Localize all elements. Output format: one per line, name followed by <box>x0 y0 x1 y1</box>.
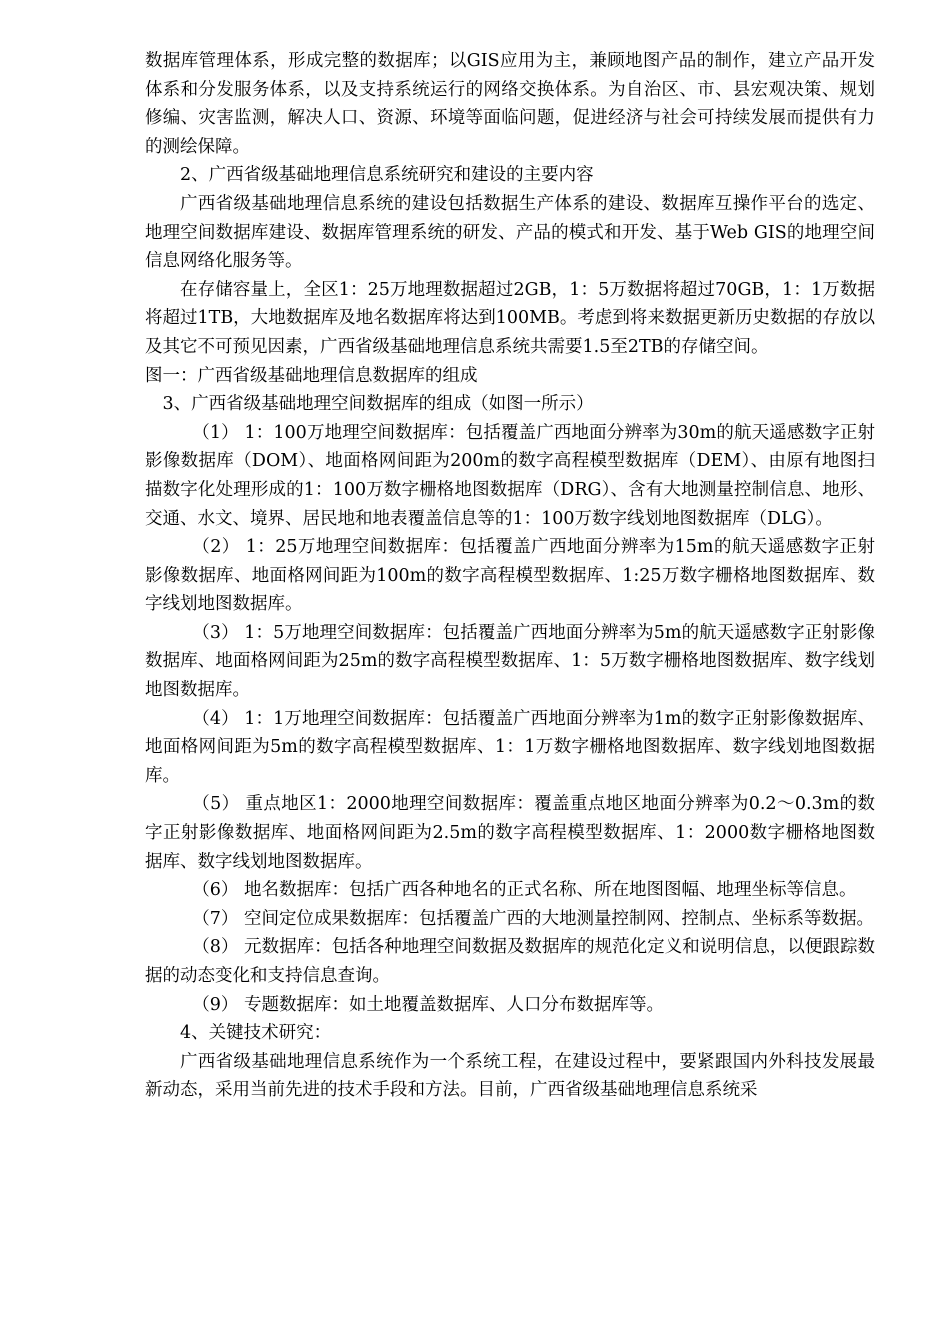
list-item-8: （8） 元数据库：包括各种地理空间数据及数据库的规范化定义和说明信息，以便跟踪数据的动态变化和支持信息查询。 <box>145 937 875 986</box>
list-item-4: （4） 1：1万地理空间数据库：包括覆盖广西地面分辨率为1m的数字正射影像数据库、地面格网间距为5m的数字高程模型数据库、1：1万数字栅格地图数据库、数字线划地图数据库。 <box>145 708 875 786</box>
list-item-1: （1） 1：100万地理空间数据库：包括覆盖广西地面分辨率为30m的航天遥感数字正射影像数据库（DOM）、地面格网间距为200m的数字高程模型数据库（DEM）、由原有地图扫描数字化处理形成的1：100万数字栅格地图数据库（DRG）、含有大地测量控制信息、地形、交通、水文、境界、居民地和地表覆盖信息等的1：100万数字线划地图数据库（DLG）。 <box>145 422 875 529</box>
section-heading-4: 4、关键技术研究： <box>180 1023 332 1044</box>
list-item-3: （3） 1：5万地理空间数据库：包括覆盖广西地面分辨率为5m的航天遥感数字正射影像数据库、地面格网间距为25m的数字高程模型数据库、1：5万数字栅格地图数据库、数字线划地图数据库。 <box>145 622 875 701</box>
section-heading-3: 3、广西省级基础地理空间数据库的组成（如图一所示） <box>162 394 594 415</box>
list-item-2: （2） 1：25万地理空间数据库：包括覆盖广西地面分辨率为15m的航天遥感数字正射影像数据库、地面格网间距为100m的数字高程模型数据库、1:25万数字栅格地图数据库、数字线划地图数据库。 <box>145 537 875 615</box>
paragraph-key-technology: 广西省级基础地理信息系统作为一个系统工程，在建设过程中，要紧跟国内外科技发展最新动态，采用当前先进的技术手段和方法。目前，广西省级基础地理信息系统采 <box>145 1051 875 1101</box>
paragraph-system-content: 广西省级基础地理信息系统的建设包括数据生产体系的建设、数据库互操作平台的选定、地理空间数据库建设、数据库管理系统的研发、产品的模式和开发、基于Web GIS的地理空间信息网络化服务等。 <box>145 193 875 272</box>
paragraph-intro-continued: 数据库管理体系，形成完整的数据库；以GIS应用为主，兼顾地图产品的制作，建立产品开发体系和分发服务体系，以及支持系统运行的网络交换体系。为自治区、市、县宏观决策、规划修编、灾害监测，解决人口、资源、环境等面临问题，促进经济与社会可持续发展而提供有力的测绘保障。 <box>145 51 875 157</box>
list-item-5: （5） 重点地区1：2000地理空间数据库：覆盖重点地区地面分辨率为0.2～0.3m的数字正射影像数据库、地面格网间距为2.5m的数字高程模型数据库、1：2000数字栅格地图数据库、数字线划地图数据库。 <box>145 794 875 872</box>
paragraph-storage-capacity: 在存储容量上，全区1：25万地理数据超过2GB，1：5万数据将超过70GB，1：1万数据将超过1TB，大地数据库及地名数据库将达到100MB。考虑到将来数据更新历史数据的存放以及其它不可预见因素，广西省级基础地理信息系统共需要1.5至2TB的存储空间。 <box>145 279 875 357</box>
list-item-9: （9） 专题数据库：如土地覆盖数据库、人口分布数据库等。 <box>192 994 664 1015</box>
list-item-7: （7） 空间定位成果数据库：包括覆盖广西的大地测量控制网、控制点、坐标系等数据。 <box>192 908 874 929</box>
figure-caption: 图一：广西省级基础地理信息数据库的组成 <box>145 365 478 386</box>
section-heading-2: 2、广西省级基础地理信息系统研究和建设的主要内容 <box>180 165 594 186</box>
list-item-6: （6） 地名数据库：包括广西各种地名的正式名称、所在地图图幅、地理坐标等信息。 <box>192 880 857 901</box>
